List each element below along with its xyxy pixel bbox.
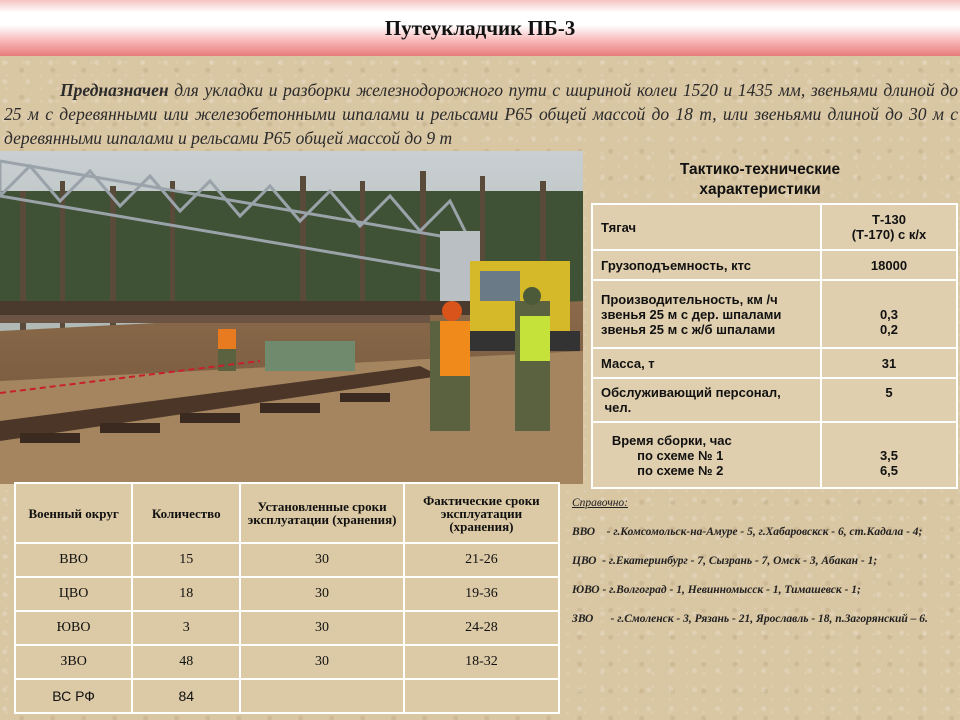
distribution-row — [15, 679, 559, 713]
reference-text: - г.Екатеринбург - 7, Сызрань - 7, Омск - 3, Абакан - 1; — [596, 555, 878, 567]
reference-entry — [572, 612, 952, 627]
distribution-cell: 24-28 — [404, 611, 559, 645]
reference-text: - г.Волгоград - 1, Невинномысск - 1, Тимашевск - 1; — [599, 584, 861, 596]
specs-title: Тактико-технические характеристики — [679, 161, 841, 198]
specs-row — [592, 280, 957, 348]
reference-text: - г.Комсомольск-на-Амуре - 5, г.Хабаровскск - 6, ст.Кадала - 4; — [595, 526, 923, 538]
track-layer-photo — [0, 151, 583, 484]
distribution-header: Военный округ — [15, 483, 132, 543]
reference-label: Справочно: — [572, 497, 628, 509]
specs-label: Масса, т — [592, 348, 821, 378]
specs-label: Обслуживающий персонал, чел. — [592, 378, 821, 422]
distribution-cell: ЮВО — [15, 611, 132, 645]
reference-district: ЮВО — [572, 584, 600, 596]
specs-row — [592, 250, 957, 280]
distribution-cell: 18 — [132, 577, 240, 611]
distribution-cell: ВС РФ — [15, 679, 132, 713]
distribution-cell: 15 — [132, 543, 240, 577]
specs-value: 0,3 0,2 — [821, 280, 957, 348]
specs-value: 5 — [821, 378, 957, 422]
distribution-table — [14, 482, 560, 714]
specs-value: 3,5 6,5 — [821, 422, 957, 488]
distribution-cell: 30 — [240, 611, 404, 645]
distribution-cell: 30 — [240, 543, 404, 577]
distribution-header-row — [15, 483, 559, 543]
specs-value: 31 — [821, 348, 957, 378]
specs-label: Производительность, км /ч звенья 25 м с дер. шпалами звенья 25 м с ж/б шпалами — [592, 280, 821, 348]
intro-text: для укладки и разборки железнодорожного пути с шириной колеи 1520 и 1435 мм, звеньями длиной до 25 м с деревянными или железобетонными шпалами и рельсами Р65 общей массой до 18 т, или звеньями длиной до 30 м с деревянными шпалами и рельсами Р65 общей массой до 9 т — [4, 80, 958, 148]
distribution-cell: ЦВО — [15, 577, 132, 611]
specs-row — [592, 422, 957, 488]
reference-district: ЦВО — [572, 555, 597, 567]
distribution-header: Фактические сроки эксплуатации (хранения) — [404, 483, 559, 543]
distribution-cell: ВВО — [15, 543, 132, 577]
page-title: Путеукладчик ПБ-3 — [384, 16, 576, 40]
specs-row — [592, 348, 957, 378]
distribution-row — [15, 611, 559, 645]
reference-note — [572, 497, 952, 641]
specs-label: Время сборки, час по схеме № 1 по схеме № 2 — [592, 422, 821, 488]
distribution-cell: 3 — [132, 611, 240, 645]
intro-paragraph — [4, 78, 958, 150]
specs-row — [592, 378, 957, 422]
distribution-cell: 21-26 — [404, 543, 559, 577]
distribution-cell: 19-36 — [404, 577, 559, 611]
reference-entry — [572, 583, 952, 598]
distribution-cell: 18-32 — [404, 645, 559, 679]
reference-entry — [572, 525, 952, 540]
specs-row — [592, 204, 957, 250]
distribution-cell: 84 — [132, 679, 240, 713]
reference-text: - г.Смоленск - 3, Рязань - 21, Ярославль - 18, п.Загорянский – 6. — [593, 613, 928, 625]
specs-value: Т-130 (Т-170) с к/х — [821, 204, 957, 250]
distribution-row — [15, 645, 559, 679]
title-bar — [0, 0, 960, 56]
distribution-row — [15, 543, 559, 577]
specs-value: 18000 — [821, 250, 957, 280]
intro-lead: Предназначен — [60, 80, 169, 100]
distribution-row — [15, 577, 559, 611]
distribution-cell: 30 — [240, 645, 404, 679]
specs-label: Грузоподъемность, ктс — [592, 250, 821, 280]
reference-district: ЗВО — [572, 613, 594, 625]
distribution-cell: 30 — [240, 577, 404, 611]
photo-illustration — [0, 151, 583, 484]
reference-district: ВВО — [572, 526, 596, 538]
specs-label: Тягач — [592, 204, 821, 250]
distribution-header: Установленные сроки эксплуатации (хранения) — [240, 483, 404, 543]
distribution-cell: 48 — [132, 645, 240, 679]
distribution-cell — [404, 679, 559, 713]
distribution-header: Количество — [132, 483, 240, 543]
distribution-cell — [240, 679, 404, 713]
distribution-cell: ЗВО — [15, 645, 132, 679]
specs-table — [591, 203, 958, 489]
reference-entry — [572, 554, 952, 569]
